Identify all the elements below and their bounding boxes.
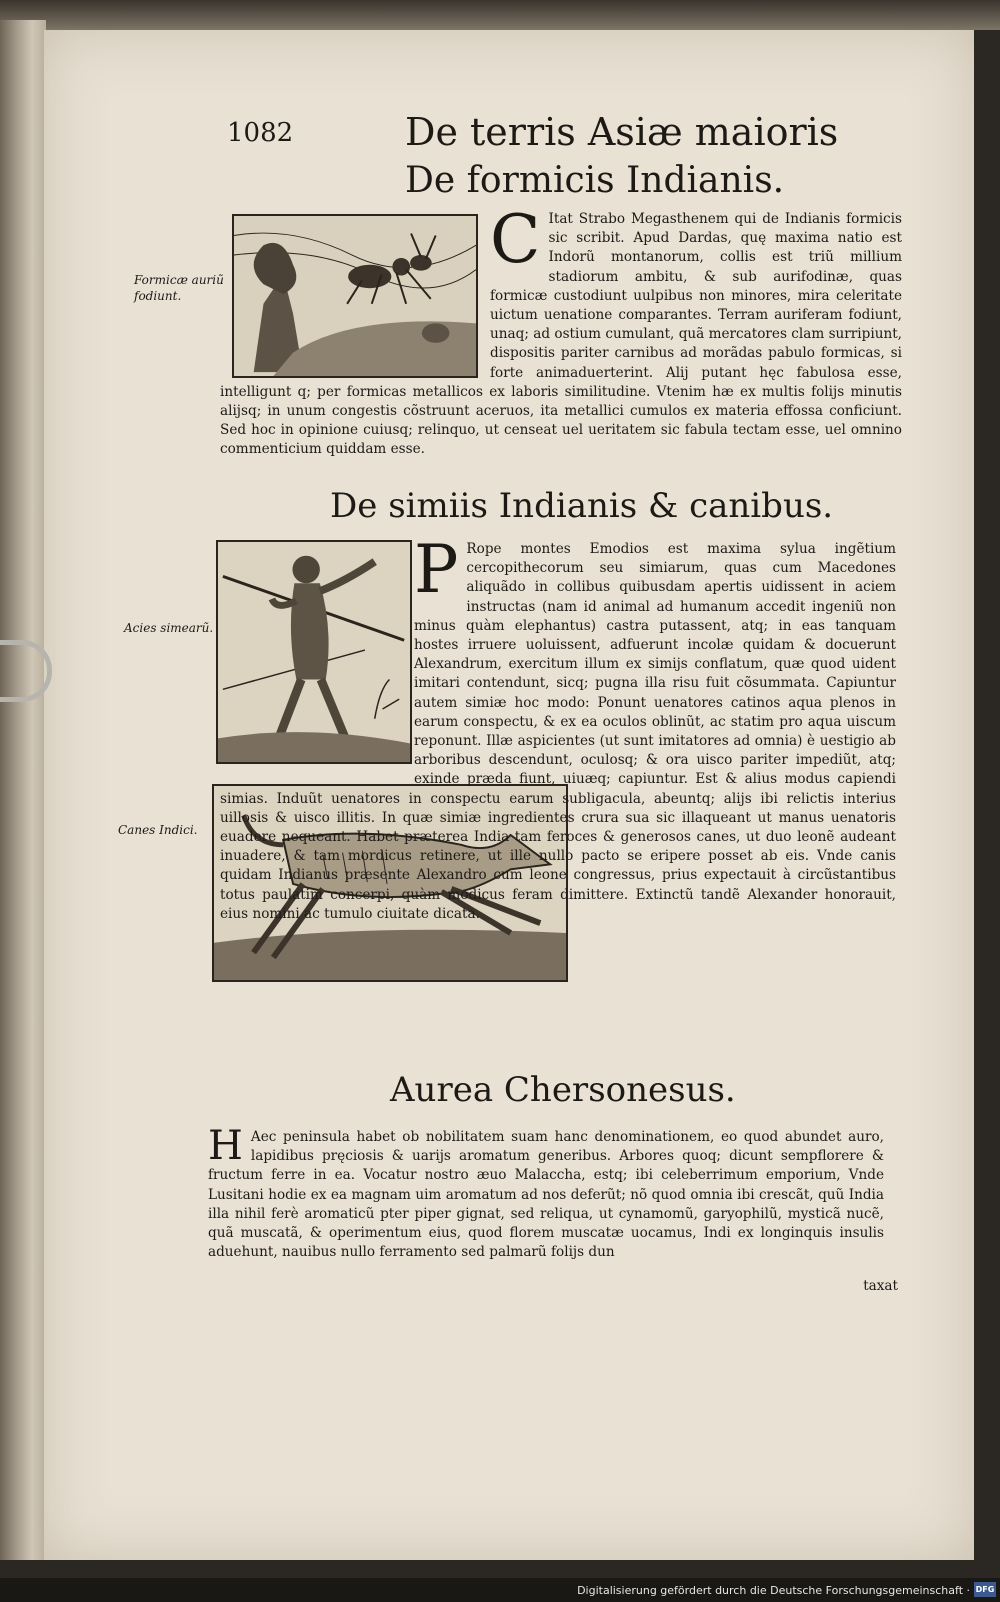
margin-note-ants: Formicæ auriũ fodiunt. bbox=[134, 273, 224, 303]
paragraph-ants bbox=[220, 201, 902, 460]
drop-cap: P bbox=[414, 531, 459, 608]
dfg-logo: DFG bbox=[974, 1582, 996, 1597]
page-number: 1082 bbox=[227, 118, 294, 148]
running-head: De terris Asiæ maioris bbox=[405, 110, 839, 154]
drop-cap: C bbox=[490, 201, 541, 278]
book-top-edge bbox=[0, 0, 1000, 30]
section-title-ants: De formicis Indianis. bbox=[405, 160, 785, 201]
section-title-apes: De simiis Indianis & canibus. bbox=[330, 486, 834, 526]
section-title-chersonesus: Aurea Chersonesus. bbox=[390, 1070, 736, 1110]
image-spacer bbox=[220, 210, 490, 382]
footer-credit: Digitalisierung gefördert durch die Deutsche Forschungsgemeinschaft · bbox=[577, 1584, 970, 1597]
paragraph-text: Aec peninsula habet ob nobilitatem suam hanc denominationem, eo quod abundet auro, lapidibus pręciosis & uarijs aromatum generibus. Arbores quoq; dicunt sempflorere & fructum ferre in ea. Vocatur nostro æuo Malaccha, estq; ibi celeberrimum emporium, Vnde Lusitani hodie ex ea magnam uim aromatum ad nos deferũt; nõ quod omnia ibi crescãt, quũ India illa nihil ferè aromaticũ pter piper gignat, sed reliqua, ut cynamomũ, garyophilũ, mysticã nucẽ, quã muscatã, & operimentum eius, quod florem muscatæ uocamus, Indi ex longinquis insulis aduehunt, nauibus nullo ferramento sed palmarũ folijs dun bbox=[208, 1129, 884, 1261]
book-left-edge bbox=[0, 20, 46, 1560]
paragraph-text: Rope montes Emodios est maxima sylua ingẽtium cercopithecorum seu simiarum, quas cum Macedones aliquãdo in collibus quibusdam apertis uidissent in aciem instructas (nam id animal ad humanum accedit ingeniũ non minus quàm elephantus) castra putassent, atq; in eas tanquam hostes irruere uoluissent, adfuerunt incolæ quidam & docuerunt Alexandrum, exercitum illum ex simijs conflatum, quæ quod uident imitari contendunt, sicq; pugna illa risu fuit cõsummata. Capiuntur autem simiæ hoc modo: Ponunt uenatores catinos aqua plenos in earum conspectu, & ex ea oculos oblinũt, ac statim pro aqua uiscum reponunt. Illæ aspicientes (ut sunt imitatores ad omnia) è uestigio ab arboribus descendunt, oculosq; & ora uisco pariter impediũt, atq; exinde præda fiunt, uiuæq; capiuntur. Est & alius modus capiendi simias. Induũt uenatores in conspectu earum subligacula, abeuntq; alijs ibi relictis interius uillosis & uisco illitis. In quæ simiæ ingredientes crura sua sic illaqueant ut manus uenatoris euadere nequeant. Habet præterea India tam feroces & generosos canes, ut duo leonẽ audeant inuadere, & tam mordicus retinere, ut ille nullo pacto se eripere posset ab eis. Vnde canis quidam Indianus præsente Alexandro cum leone congressus, prius expectauit à circũstantibus totus paulatim concerpi, quàm modicus feram dimittere. Extinctũ tandẽ Alexander honorauit, eius nomini ac tumulo ciuitate dicata. bbox=[220, 541, 896, 922]
paragraph-text: Itat Strabo Megasthenem qui de Indianis formicis sic scribit. Apud Dardas, quę maxima natio est Indorũ montanorum, collis est triũ millium stadiorum ambitu, & sub aurifodinæ, quas formicæ custodiunt uulpibus non minores, mira celeritate uictum uenatione comparantes. Terram auriferam fodiunt, unaq; ad ostium cumulant, quã mercatores clam surripiunt, dispositis pariter carnibus ad morãdas pabulo formicas, si forte animaduerterint. Alij putant hęc fabulosa esse, intelligunt q; per formicas metallicos ex laboris similitudine. Vtenim hæ ex multis folijs minutis alijsq; in unum congestis cõstruunt aceruos, ita metallici cumulos ex materia effossa conficiunt. Sed hoc in opinione cuiusq; relinquo, ut censeat uel ueritatem sic fabula tectam esse, uel omnino commenticium quiddam esse. bbox=[220, 211, 902, 458]
paragraph-chersonesus bbox=[208, 1123, 884, 1262]
drop-cap: H bbox=[208, 1123, 243, 1169]
margin-note-apes: Acies simearũ. bbox=[124, 621, 214, 635]
margin-note-dogs: Canes Indici. bbox=[118, 823, 198, 837]
catchword: taxat bbox=[863, 1278, 898, 1294]
paragraph-apes bbox=[220, 531, 896, 924]
image-spacer bbox=[220, 540, 414, 772]
